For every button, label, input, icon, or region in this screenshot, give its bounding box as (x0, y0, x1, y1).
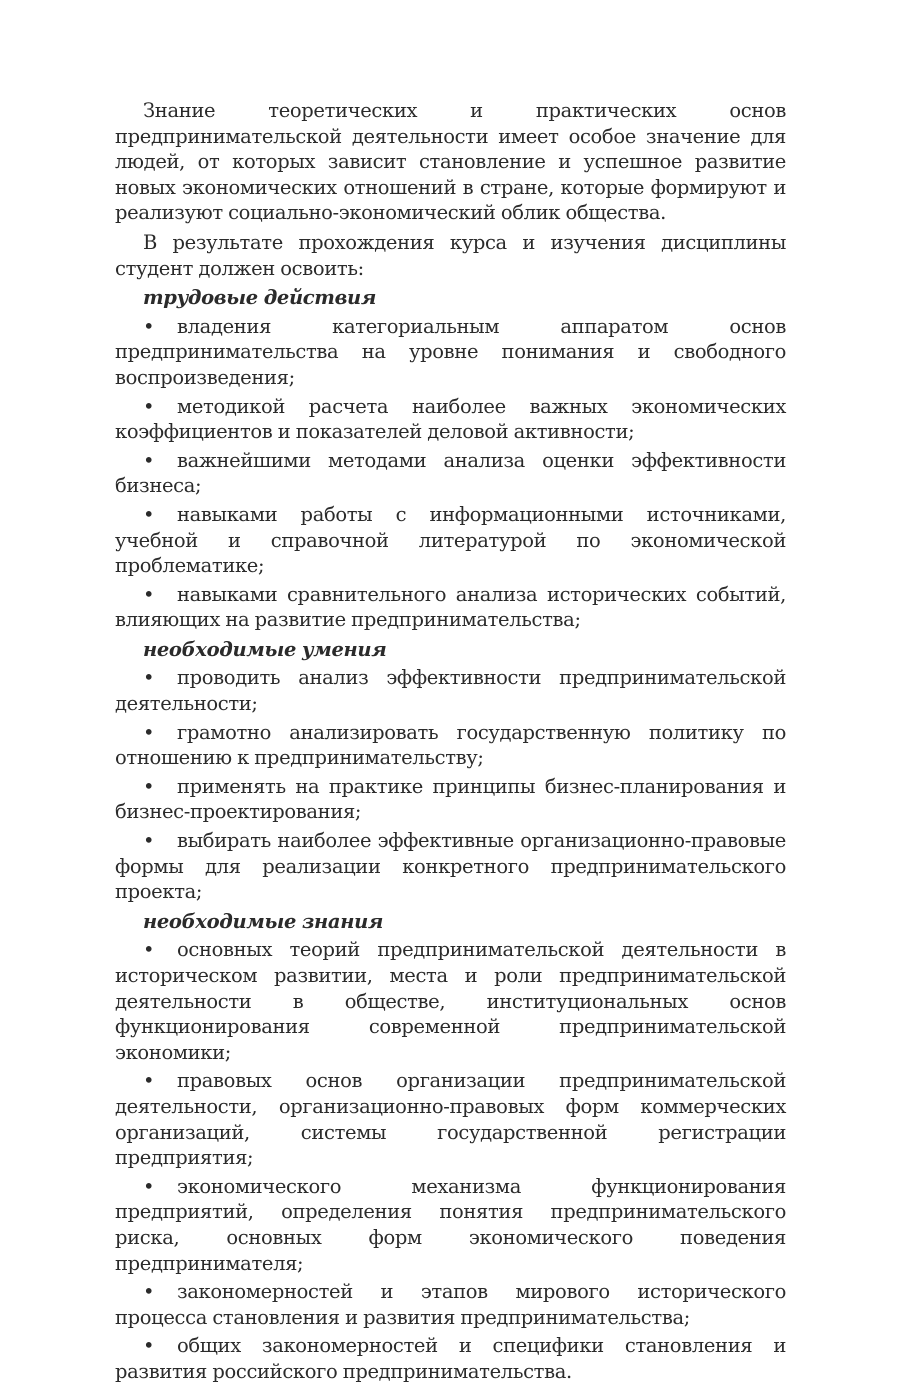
list-item-text: важнейшими методами анализа оценки эффективности бизнеса; (115, 448, 786, 498)
section-heading: трудовые действия (143, 286, 377, 310)
list-item (115, 314, 786, 391)
list-item (115, 1333, 786, 1384)
list-item-text: выбирать наиболее эффективные организационно-правовые формы для реализации конкретного предпринимательского проекта; (115, 829, 786, 904)
bullet-icon: • (143, 582, 155, 606)
bullet-icon: • (143, 1174, 155, 1198)
list-item (115, 394, 786, 445)
list-item-text: грамотно анализировать государственную политику по отношению к предпринимательству; (115, 720, 786, 770)
list-item-text: экономического механизма функционирования предприятий, определения понятия предпринимательского риска, основных форм экономического поведения предпринимателя; (115, 1174, 786, 1275)
list-item-text: применять на практике принципы бизнес-планирования и бизнес-проектирования; (115, 774, 786, 824)
list-item (115, 774, 786, 825)
bullet-list (115, 665, 786, 904)
bullet-list (115, 937, 786, 1384)
list-item-text: общих закономерностей и специфики становления и развития российского предпринимательства. (115, 1334, 786, 1383)
list-item (115, 1279, 786, 1330)
document-page (115, 98, 786, 1389)
list-item (115, 582, 786, 633)
list-item-text: методикой расчета наиболее важных экономических коэффициентов и показателей деловой активности; (115, 394, 786, 444)
list-item-text: навыками работы с информационными источниками, учебной и справочной литературой по экономической проблематике; (115, 502, 786, 578)
list-item (115, 665, 786, 716)
bullet-icon: • (143, 720, 155, 744)
list-item (115, 828, 786, 905)
list-item (115, 1068, 786, 1170)
bullet-icon: • (143, 502, 155, 526)
section-required-skills (115, 637, 786, 905)
list-item-text: проводить анализ эффективности предпринимательской деятельности; (115, 666, 786, 716)
list-item (115, 448, 786, 499)
section-heading: необходимые умения (143, 637, 387, 661)
bullet-icon: • (143, 938, 155, 962)
list-item-text: владения категориальным аппаратом основ предпринимательства на уровне понимания и свободного воспроизведения; (115, 314, 786, 389)
bullet-icon: • (143, 1280, 155, 1304)
bullet-icon: • (143, 1334, 155, 1358)
bullet-icon: • (143, 314, 155, 338)
list-item (115, 502, 786, 579)
list-item-text: навыками сравнительного анализа исторических событий, влияющих на развитие предпринимательства; (115, 582, 786, 632)
list-item (115, 720, 786, 771)
intro-paragraph: Знание теоретических и практических основ предпринимательской деятельности имеет особое значение для людей, от которых зависит становление и успешное развитие новых экономических отношений в стране, которые формируют и реализуют социально-экономический облик общества. (115, 99, 786, 225)
list-item (115, 937, 786, 1065)
section-labor-actions (115, 285, 786, 633)
intro-paragraph: В результате прохождения курса и изучения дисциплины студент должен освоить: (115, 230, 786, 280)
bullet-icon: • (143, 394, 155, 418)
list-item-text: основных теорий предпринимательской деятельности в историческом развитии, места и роли предпринимательской деятельности в обществе, институциональных основ функционирования современной предпринимательской экономики; (115, 938, 786, 1064)
section-required-knowledge (115, 909, 786, 1385)
bullet-icon: • (143, 666, 155, 690)
bullet-list (115, 314, 786, 633)
bullet-icon: • (143, 829, 155, 853)
bullet-icon: • (143, 1069, 155, 1093)
list-item (115, 1174, 786, 1276)
section-heading: необходимые знания (143, 909, 384, 933)
bullet-icon: • (143, 774, 155, 798)
bullet-icon: • (143, 448, 155, 472)
list-item-text: закономерностей и этапов мирового исторического процесса становления и развития предпринимательства; (115, 1280, 786, 1329)
list-item-text: правовых основ организации предпринимательской деятельности, организационно-правовых форм коммерческих организаций, системы государственной регистрации предприятия; (115, 1069, 786, 1170)
